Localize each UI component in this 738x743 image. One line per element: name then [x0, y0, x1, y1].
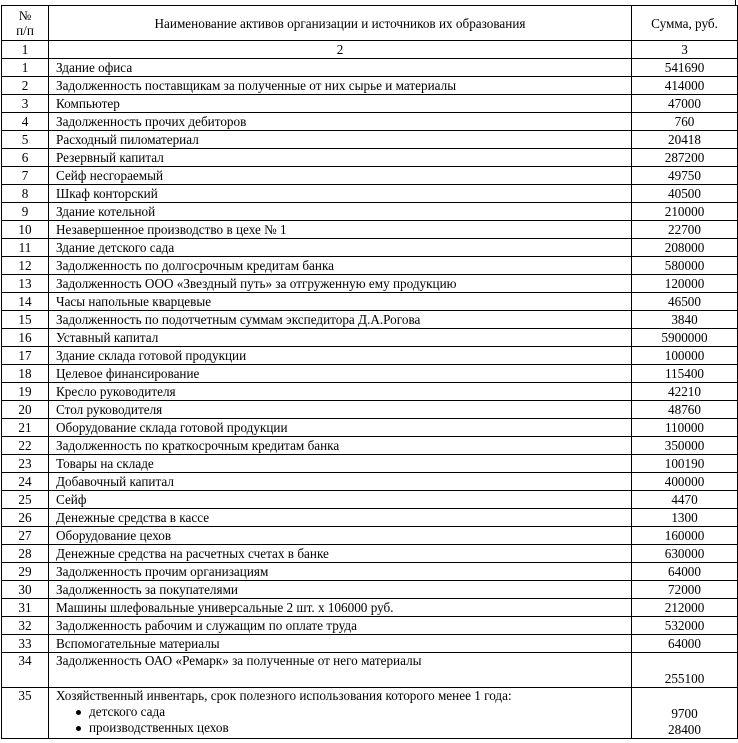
- row-sum: 100190: [632, 455, 738, 473]
- column-number: 2: [49, 41, 632, 59]
- row-name: Резервный капитал: [49, 149, 632, 167]
- table-row: [2, 203, 738, 221]
- bullet-icon: [76, 710, 81, 715]
- row-sum: 100000: [632, 347, 738, 365]
- row-sum: 115400: [632, 365, 738, 383]
- row-number: 27: [2, 527, 49, 545]
- row-sum: 212000: [632, 599, 738, 617]
- table-row: [2, 401, 738, 419]
- row-number: 6: [2, 149, 49, 167]
- row-sum: 3840: [632, 311, 738, 329]
- row-name: Расходный пиломатериал: [49, 131, 632, 149]
- row-sum: 350000: [632, 437, 738, 455]
- row-sum: 287200: [632, 149, 738, 167]
- row-number: 17: [2, 347, 49, 365]
- row-number: 7: [2, 167, 49, 185]
- row-sum: 580000: [632, 257, 738, 275]
- table-row: [2, 239, 738, 257]
- table-row: [2, 545, 738, 563]
- row-sum: 255100: [632, 653, 738, 688]
- row-name: Задолженность по краткосрочным кредитам банка: [49, 437, 632, 455]
- table-row: [2, 617, 738, 635]
- column-number: 1: [2, 41, 49, 59]
- row-name: Задолженность прочим организациям: [49, 563, 632, 581]
- table-row: [2, 275, 738, 293]
- row-number: 25: [2, 491, 49, 509]
- row-name: Стол руководителя: [49, 401, 632, 419]
- row-number: 30: [2, 581, 49, 599]
- row-name: Задолженность по подотчетным суммам экспедитора Д.А.Рогова: [49, 311, 632, 329]
- table-row: [2, 131, 738, 149]
- table-row: [2, 77, 738, 95]
- row-name: Уставный капитал: [49, 329, 632, 347]
- header-sum: Сумма, руб.: [632, 6, 738, 41]
- table-row: [2, 221, 738, 239]
- row-number: 3: [2, 95, 49, 113]
- row-number: 18: [2, 365, 49, 383]
- row-number: 31: [2, 599, 49, 617]
- row-name: Сейф: [49, 491, 632, 509]
- table-row: [2, 563, 738, 581]
- table-row: [2, 149, 738, 167]
- table-row: [2, 688, 738, 739]
- row-number: 1: [2, 59, 49, 77]
- row-sum: 40500: [632, 185, 738, 203]
- row-sum: 49750: [632, 167, 738, 185]
- row-name: Задолженность ОАО «Ремарк» за полученные от него материалы: [49, 653, 632, 688]
- row-name: Задолженность прочих дебиторов: [49, 113, 632, 131]
- row-number: 4: [2, 113, 49, 131]
- row-sum: 541690: [632, 59, 738, 77]
- row-name: Здание котельной: [49, 203, 632, 221]
- row-number: 5: [2, 131, 49, 149]
- row-sum: 160000: [632, 527, 738, 545]
- table-row: [2, 383, 738, 401]
- row-name: Оборудование склада готовой продукции: [49, 419, 632, 437]
- row-number: 19: [2, 383, 49, 401]
- row-name: Часы напольные кварцевые: [49, 293, 632, 311]
- row-sum: 22700: [632, 221, 738, 239]
- row-number: 22: [2, 437, 49, 455]
- row-sum: 64000: [632, 635, 738, 653]
- row-sum: 110000: [632, 419, 738, 437]
- row-name: Здание детского сада: [49, 239, 632, 257]
- table-header-row: [2, 6, 738, 41]
- row-sum: 20418: [632, 131, 738, 149]
- table-row: [2, 293, 738, 311]
- row-number: 32: [2, 617, 49, 635]
- table-row: [2, 59, 738, 77]
- row-sum: 1300: [632, 509, 738, 527]
- table-row: [2, 167, 738, 185]
- row-name: Компьютер: [49, 95, 632, 113]
- bullet-icon: [76, 726, 81, 731]
- table-row: [2, 581, 738, 599]
- row-number: 11: [2, 239, 49, 257]
- row-name: Оборудование цехов: [49, 527, 632, 545]
- row-name: Задолженность ООО «Звездный путь» за отгруженную ему продукцию: [49, 275, 632, 293]
- row-sum: 48760: [632, 401, 738, 419]
- row-sum: 47000: [632, 95, 738, 113]
- row-number: 15: [2, 311, 49, 329]
- row-name: Задолженность по долгосрочным кредитам банка: [49, 257, 632, 275]
- row-sum: 4470: [632, 491, 738, 509]
- row-sum: 210000: [632, 203, 738, 221]
- table-row: [2, 473, 738, 491]
- row-number: 21: [2, 419, 49, 437]
- table-row: [2, 491, 738, 509]
- row-number: 9: [2, 203, 49, 221]
- row-sum: 42210: [632, 383, 738, 401]
- row-number: 23: [2, 455, 49, 473]
- header-num: № п/п: [2, 6, 49, 41]
- row-number: 34: [2, 653, 49, 688]
- row-name: Машины шлефовальные универсальные 2 шт. х 106000 руб.: [49, 599, 632, 617]
- row-name: Задолженность рабочим и служащим по оплате труда: [49, 617, 632, 635]
- row-number: 14: [2, 293, 49, 311]
- table-row: [2, 455, 738, 473]
- row-name: Вспомогательные материалы: [49, 635, 632, 653]
- row-number: 8: [2, 185, 49, 203]
- column-number-row: [2, 41, 738, 59]
- row-name: Кресло руководителя: [49, 383, 632, 401]
- row-number: 20: [2, 401, 49, 419]
- row-sum: 400000: [632, 473, 738, 491]
- row-sum: 120000: [632, 275, 738, 293]
- table-row: [2, 635, 738, 653]
- row-name: Целевое финансирование: [49, 365, 632, 383]
- row-number: 13: [2, 275, 49, 293]
- row-number: 24: [2, 473, 49, 491]
- row-number: 10: [2, 221, 49, 239]
- table-row: [2, 311, 738, 329]
- table-row: [2, 653, 738, 688]
- subitem-label: производственных цехов: [89, 720, 229, 735]
- row-number: 28: [2, 545, 49, 563]
- table-row: [2, 185, 738, 203]
- table-row: [2, 257, 738, 275]
- table-row: [2, 599, 738, 617]
- subitem-sum: 9700: [671, 706, 698, 721]
- row-sum: 5900000: [632, 329, 738, 347]
- row-sum: 760: [632, 113, 738, 131]
- table-row: [2, 329, 738, 347]
- row-sum: 72000: [632, 581, 738, 599]
- row-number: 26: [2, 509, 49, 527]
- row-name: Здание офиса: [49, 59, 632, 77]
- table-row: [2, 419, 738, 437]
- row-name: Задолженность за покупателями: [49, 581, 632, 599]
- row-number: 2: [2, 77, 49, 95]
- row-name: Сейф несгораемый: [49, 167, 632, 185]
- subitem-label: детского сада: [89, 704, 166, 719]
- row-sum: 630000: [632, 545, 738, 563]
- inventory-subitem: [56, 720, 629, 736]
- table-row: [2, 347, 738, 365]
- row-sum: 46500: [632, 293, 738, 311]
- inventory-title: Хозяйственный инвентарь, срок полезного использования которого менее 1 года:: [56, 688, 512, 703]
- row-number: 16: [2, 329, 49, 347]
- table-row: [2, 437, 738, 455]
- row-name: Шкаф конторский: [49, 185, 632, 203]
- row-sum: 414000: [632, 77, 738, 95]
- table-row: [2, 509, 738, 527]
- table-body: [2, 59, 738, 739]
- column-number: 3: [632, 41, 738, 59]
- row-sum: 64000: [632, 563, 738, 581]
- row-name: [49, 688, 632, 739]
- table-row: [2, 365, 738, 383]
- row-number: 29: [2, 563, 49, 581]
- row-sum: 532000: [632, 617, 738, 635]
- subitem-sum: 28400: [668, 722, 701, 737]
- row-name: Незавершенное производство в цехе № 1: [49, 221, 632, 239]
- table-row: [2, 113, 738, 131]
- assets-table: [1, 5, 738, 739]
- row-number: 35: [2, 688, 49, 739]
- row-name: Задолженность поставщикам за полученные от них сырье и материалы: [49, 77, 632, 95]
- row-number: 33: [2, 635, 49, 653]
- row-name: Здание склада готовой продукции: [49, 347, 632, 365]
- row-number: 12: [2, 257, 49, 275]
- table-row: [2, 527, 738, 545]
- row-name: Добавочный капитал: [49, 473, 632, 491]
- inventory-subitem: [56, 704, 629, 720]
- row-sum: [632, 688, 738, 739]
- row-name: Денежные средства в кассе: [49, 509, 632, 527]
- table-row: [2, 95, 738, 113]
- row-name: Денежные средства на расчетных счетах в банке: [49, 545, 632, 563]
- header-name: Наименование активов организации и источников их образования: [49, 6, 632, 41]
- row-name: Товары на складе: [49, 455, 632, 473]
- row-sum: 208000: [632, 239, 738, 257]
